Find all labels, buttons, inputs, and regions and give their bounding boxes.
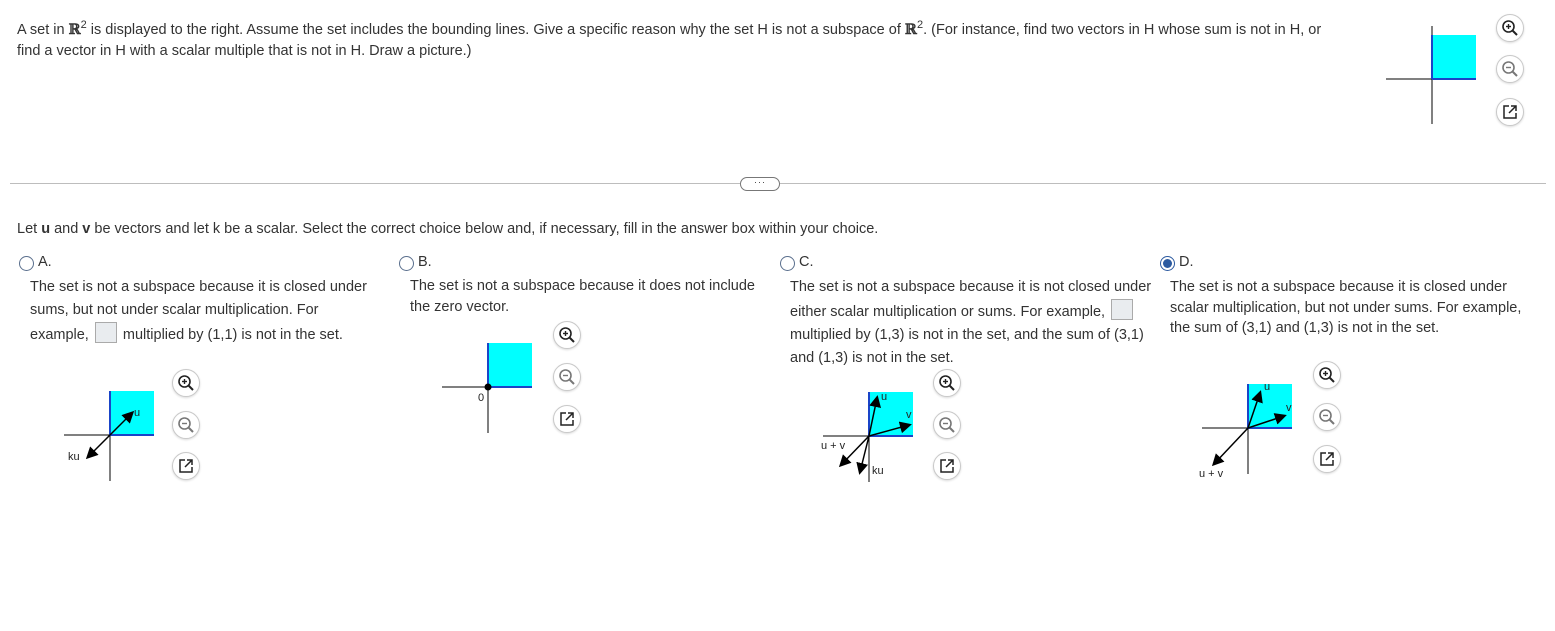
zero-point [485, 384, 492, 391]
open-external-button[interactable] [1496, 98, 1524, 126]
label-ku: ku [872, 465, 884, 477]
choice-b-graph [440, 338, 540, 436]
choice-d-text: The set is not a subspace because it is closed under scalar multiplication, but not under sums. For example, the sum of (3,1) and (1,3) is not in the set. [1170, 279, 1522, 336]
open-external-icon [1318, 450, 1336, 468]
label-u: u [881, 391, 888, 403]
choice-b-zoom-in-button[interactable] [553, 321, 581, 349]
question-part2: is displayed to the right. Assume the set includes the bounding lines. Give a specific reason why the set H is not a subspace of [86, 21, 905, 38]
zoom-out-button[interactable] [1496, 55, 1524, 83]
instruction-and: and [50, 221, 83, 237]
question-text [17, 15, 1337, 62]
question-part3: . (For instance, find two vectors in H whose sum is not in H, or find a vector in H with a scalar multiple that is not in H. Draw a picture.) [17, 21, 1322, 59]
question-part1: A set in [17, 21, 69, 38]
open-external-icon [177, 457, 195, 475]
label-v: v [906, 409, 912, 421]
r-symbol: ℝ [904, 20, 917, 38]
zoom-in-icon [1318, 366, 1336, 384]
label-u: u [134, 407, 141, 419]
choice-c-letter[interactable]: C. [799, 254, 814, 270]
choice-d-open-external-button[interactable] [1313, 445, 1341, 473]
label-ku: ku [68, 451, 80, 463]
open-external-icon [1501, 103, 1519, 121]
instruction-pre: Let [17, 221, 42, 237]
choice-c-radio[interactable] [780, 256, 795, 271]
vector-u-plus-v [1214, 428, 1248, 464]
choice-b-letter[interactable]: B. [418, 254, 432, 270]
choice-b-zoom-out-button[interactable] [553, 363, 581, 391]
choice-a-text [30, 276, 380, 347]
choice-d-zoom-out-button[interactable] [1313, 403, 1341, 431]
choice-a-zoom-out-button[interactable] [172, 411, 200, 439]
vector-ku [88, 435, 110, 457]
choice-d-letter[interactable]: D. [1179, 254, 1194, 270]
choice-a-letter[interactable]: A. [38, 254, 52, 270]
question-graph [1385, 25, 1485, 127]
set-region [1432, 35, 1476, 79]
zoom-out-icon [938, 416, 956, 434]
choice-c-answer-box[interactable] [1111, 299, 1133, 320]
choice-d-graph [1196, 378, 1304, 482]
zoom-in-icon [177, 374, 195, 392]
choice-a-open-external-button[interactable] [172, 452, 200, 480]
exponent: 2 [80, 19, 87, 31]
bold-v: v [82, 221, 91, 237]
choice-d-radio[interactable] [1160, 256, 1175, 271]
set-region [488, 343, 532, 387]
exponent: 2 [916, 19, 924, 31]
choice-c-zoom-out-button[interactable] [933, 411, 961, 439]
choice-a-graph [58, 385, 163, 485]
zoom-in-icon [938, 374, 956, 392]
choice-c-zoom-in-button[interactable] [933, 369, 961, 397]
open-external-icon [938, 457, 956, 475]
zoom-out-icon [177, 416, 195, 434]
choice-c-open-external-button[interactable] [933, 452, 961, 480]
zoom-in-button[interactable] [1496, 14, 1524, 42]
zoom-in-icon [1501, 19, 1519, 37]
open-external-icon [558, 410, 576, 428]
choice-b-radio[interactable] [399, 256, 414, 271]
choice-a-zoom-in-button[interactable] [172, 369, 200, 397]
zoom-in-icon [558, 326, 576, 344]
label-u-plus-v: u + v [1199, 468, 1224, 480]
choice-c-text [790, 276, 1154, 370]
choice-d-zoom-in-button[interactable] [1313, 361, 1341, 389]
choice-c-text-2: multiplied by (1,3) is not in the set, and the sum of (3,1) and (1,3) is not in the set. [790, 327, 1144, 366]
choice-b-text: The set is not a subspace because it does not include the zero vector. [410, 278, 755, 315]
choice-c-graph [815, 385, 925, 485]
choice-a-radio[interactable] [19, 256, 34, 271]
choice-a-answer-box[interactable] [95, 322, 117, 343]
r-symbol: ℝ [68, 20, 81, 38]
choice-a-text-2: multiplied by (1,1) is not in the set. [118, 327, 343, 343]
choice-a-text-1: The set is not a subspace because it is closed under sums, but not under scalar multiplication. For example, [30, 279, 367, 343]
zoom-out-icon [1318, 408, 1336, 426]
choice-c-text-1: The set is not a subspace because it is not closed under either scalar multiplication or sums. For example, [790, 279, 1152, 320]
label-zero: 0 [478, 392, 485, 404]
label-v: v [1286, 402, 1292, 414]
zoom-out-icon [558, 368, 576, 386]
expand-divider-button[interactable]: ··· [740, 177, 780, 191]
label-u: u [1264, 381, 1271, 393]
zoom-out-icon [1501, 60, 1519, 78]
instruction-text [17, 221, 878, 237]
instruction-post: be vectors and let k be a scalar. Select the correct choice below and, if necessary, fill in the answer box within your choice. [90, 221, 879, 237]
bold-u: u [41, 221, 51, 237]
choice-b-open-external-button[interactable] [553, 405, 581, 433]
label-u-plus-v: u + v [821, 440, 846, 452]
